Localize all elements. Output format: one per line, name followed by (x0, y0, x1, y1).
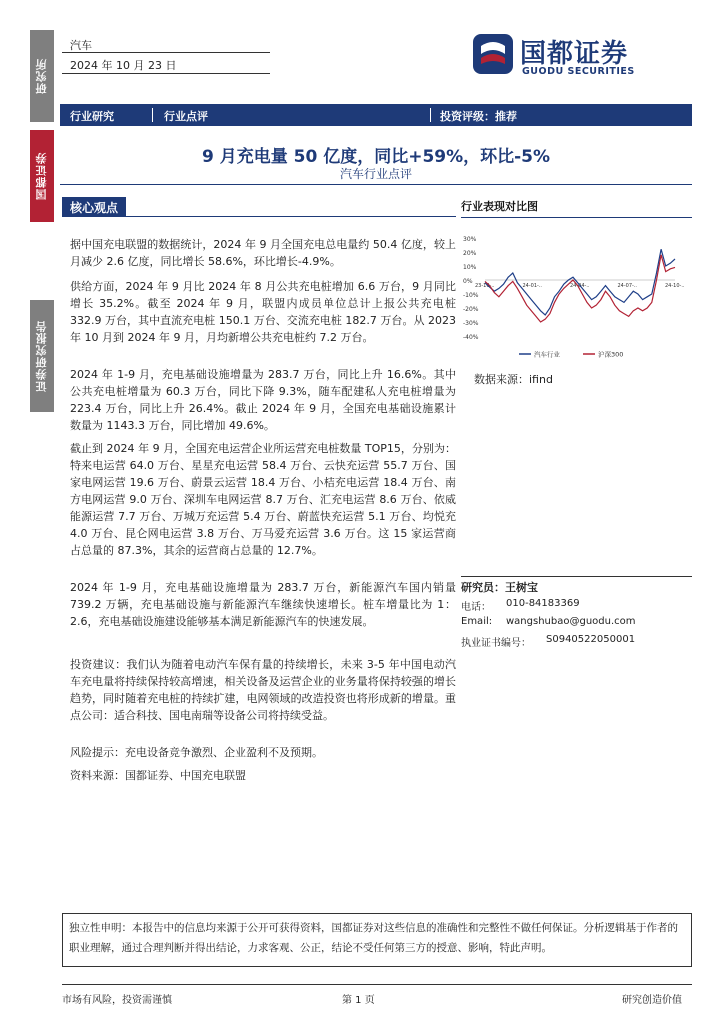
sidebar-institute (30, 30, 54, 122)
y-tick-label: -30% (463, 320, 479, 327)
page-title: 9 月充电量 50 亿度，同比+59%，环比-5% (201, 147, 551, 167)
footer-left: 市场有风险，投资需谨慎 (62, 995, 172, 1006)
y-tick-label: -20% (463, 306, 479, 313)
y-tick-label: 10% (463, 264, 477, 271)
paragraph: 2024 年 1-9 月，充电基础设施增量为 283.7 万台，新能源汽车国内销量 739.2 万辆，充电基础设施与新能源汽车继续快速增长。桩车增量比为 1：2.6，充电基础设施建设能够基本满足新能源汽车的快速发展。 (70, 581, 456, 628)
legend-label: 沪深300 (598, 350, 624, 359)
cert-label: 执业证书编号： (461, 638, 531, 649)
bar-separator (430, 108, 431, 122)
report-type: 行业研究 (70, 110, 114, 123)
bar-separator (152, 108, 153, 122)
logo-text-en: GUODU SECURITIES (522, 66, 635, 77)
performance-chart (461, 218, 692, 368)
cert-value: S0940522050001 (546, 634, 636, 645)
y-tick-label: -10% (463, 292, 479, 299)
phone-label: 电话： (461, 602, 491, 613)
header-date: 2024 年 10 月 23 日 (70, 59, 177, 72)
title-divider (60, 184, 692, 185)
footer-page: 第 1 页 (342, 995, 375, 1006)
email-value[interactable]: wangshubao@guodu.com (506, 616, 636, 627)
header-divider (62, 52, 270, 53)
performance-chart-svg (461, 218, 692, 368)
page-subtitle: 汽车行业点评 (339, 167, 412, 181)
y-tick-label: 20% (463, 250, 477, 257)
x-tick-label: 24-04-.. (570, 283, 590, 289)
guodu-logo-icon (471, 32, 515, 76)
legend-label: 汽车行业 (534, 350, 560, 359)
paragraph: 投资建议：我们认为随着电动汽车保有量的持续增长，未来 3-5 年中国电动汽车充电量将持续保持较高增速，相关设备及运营企业的业务量将保持较强的增长趋势，同时随着充电桩的持续扩建，电网领域的改造投资也将形成新的增量。重点公司：适合科技、国电南瑞等设备公司将持续受益。 (70, 658, 456, 722)
header-divider-2 (62, 73, 270, 74)
x-tick-label: 23-10-.. (475, 283, 495, 289)
paragraph: 风险提示：充电设备竞争激烈、企业盈利不及预期。 (70, 746, 323, 759)
sidebar-company (30, 130, 54, 222)
report-type-bar (60, 104, 692, 126)
x-tick-label: 24-07-.. (617, 283, 638, 289)
footer-right: 研究创造价值 (622, 995, 682, 1006)
report-subtype: 行业点评 (164, 110, 208, 123)
data-source: 数据来源：ifind (474, 373, 553, 386)
x-tick-label: 24-10-.. (665, 283, 685, 289)
x-tick-label: 24-01-.. (522, 283, 543, 289)
sidebar-report (30, 300, 54, 412)
analyst-divider (461, 576, 692, 577)
y-tick-label: -40% (463, 334, 479, 341)
header-category: 汽车 (70, 39, 92, 52)
email-label: Email: (461, 616, 493, 627)
logo-text-cn: 国都证券 (520, 39, 629, 69)
sidebar-report-label: 证券研究报告 (35, 320, 48, 392)
disclaimer-box (62, 913, 692, 967)
phone-value: 010-84183369 (506, 598, 580, 609)
sidebar-company-label: 国都证券 (35, 152, 48, 200)
paragraph: 资料来源：国都证券、中国充电联盟 (70, 769, 246, 782)
investment-rating: 投资评级：推荐 (440, 110, 517, 123)
paragraph: 2024 年 1-9 月，充电基础设施增量为 283.7 万台，同比上升 16.6%。其中公共充电桩增量为 60.3 万台，同比下降 9.3%，随车配建私人充电桩增量为 223.4 万台，同比上升 26.4%。截止 2024 年 9 月，全国充电基础设施累计数量为 1143.3 万台，同比增加 49.6%。 (70, 368, 456, 432)
chart-title: 行业表现对比图 (461, 198, 692, 218)
y-tick-label: 30% (463, 236, 477, 243)
paragraph: 供给方面，2024 年 9 月比 2024 年 8 月公共充电桩增加 6.6 万台，9 月同比增长 35.2%。截至 2024 年 9 月，联盟内成员单位总计上报公共充电桩 332.9 万台，其中直流充电桩 150.1 万台、交流充电桩 182.7 万台。从 2023 年 10 月到 2024 年 9 月，月均新增公共充电桩约 7.2 万台。 (70, 280, 456, 344)
y-tick-label: 0% (463, 278, 473, 285)
footer-divider (62, 984, 692, 985)
core-view-heading (62, 197, 456, 217)
paragraph: 截止到 2024 年 9 月，全国充电运营企业所运营充电桩数量 TOP15，分别为：特来电运营 64.0 万台、星星充电运营 58.4 万台、云快充运营 55.7 万台、国家电网运营 19.6 万台、蔚景云运营 18.4 万台、小桔充电运营 18.4 万台、南方电网运营 9.0 万台、深圳车电网运营 8.7 万台、汇充电运营 8.6 万台、依威能源运营 7.7 万台、万城万充运营 5.4 万台、蔚蓝快充运营 5.1 万台、均悦充 4.0 万台、昆仑网电运营 3.8 万台、万马爱充运营 3.6 万台。这 15 家运营商占总量的 87.3%，其余的运营商占总量的 12.7%。 (70, 442, 456, 557)
paragraph: 据中国充电联盟的数据统计，2024 年 9 月全国充电总电量约 50.4 亿度，较上月减少 2.6 亿度，同比增长 58.6%，环比增长-4.9%。 (70, 238, 456, 268)
core-view-label: 核心观点 (62, 197, 126, 217)
sidebar-institute-label: 研究所 (35, 58, 48, 94)
analyst-name: 研究员：王树宝 (461, 581, 538, 594)
disclaimer-text: 独立性申明：本报告中的信息均来源于公开可获得资料，国都证券对这些信息的准确性和完整性不做任何保证。分析逻辑基于作者的职业理解，通过合理判断并得出结论，力求客观、公正，结论不受任何第三方的授意、影响，特此声明。 (69, 922, 678, 954)
